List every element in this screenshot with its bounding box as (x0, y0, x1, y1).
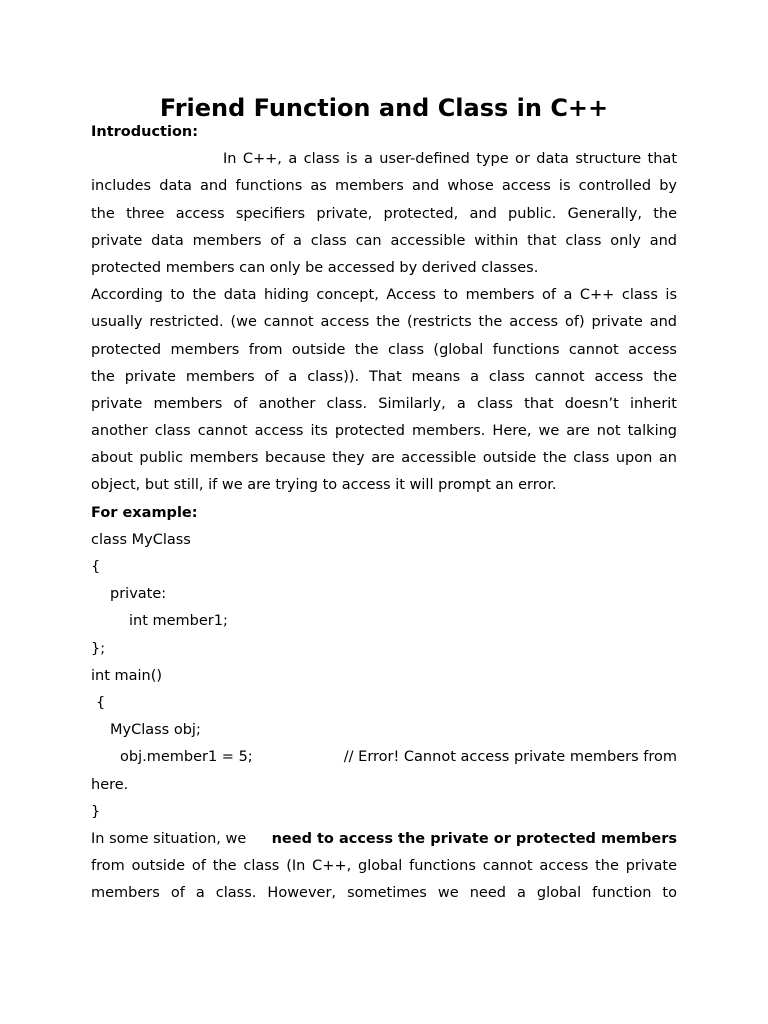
intro-line-3: the three access specifiers private, protected, and public. Generally, the (91, 205, 677, 222)
code-line-open-brace: { (91, 559, 101, 575)
intro-line-2: includes data and functions as members and whose access is controlled by (91, 178, 677, 195)
intro-line-5: protected members can only be accessed by derived classes. (91, 259, 539, 276)
code-line-main: int main() (91, 667, 163, 684)
intro-heading: Introduction: (91, 124, 199, 140)
code-line-class: class MyClass (91, 531, 191, 548)
para2-line-6: another class cannot access its protected members. Here, we are not talking (91, 423, 677, 440)
example-heading: For example: (91, 504, 198, 521)
code-line-close-main: } (91, 803, 101, 820)
para2-line-8: object, but still, if we are trying to access it will prompt an error. (91, 477, 557, 494)
para2-line-7: about public members because they are accessible outside the class upon an (91, 450, 677, 467)
intro-line-1: In C++, a class is a user-defined type or data structure that (223, 151, 677, 168)
document-page (91, 88, 677, 907)
para3-bold: need to access the private or protected members (271, 830, 677, 847)
code-line-here: here. (91, 776, 129, 793)
code-line-private: private: (110, 586, 167, 603)
code-line-main-open: { (96, 694, 106, 711)
para3-start: In some situation, we (91, 830, 251, 847)
code-line-assign (91, 744, 677, 771)
paragraph-data-hiding (91, 282, 677, 500)
intro-paragraph (91, 146, 677, 282)
code-assign-statement: obj.member1 = 5; (120, 749, 253, 766)
page-title: Friend Function and Class in C++ (159, 94, 609, 122)
code-assign-comment: // Error! Cannot access private members from (343, 749, 677, 766)
code-line-obj: MyClass obj; (110, 722, 201, 739)
para2-line-5: private members of another class. Similarly, a class that doesn’t inherit (91, 395, 677, 412)
para2-line-3: protected members from outside the class (global functions cannot access (91, 341, 677, 358)
code-line-member: int member1; (129, 613, 228, 630)
para3-line-2: from outside of the class (In C++, global functions cannot access the private (91, 858, 677, 875)
para3-line-3: members of a class. However, sometimes we need a global function to (91, 885, 677, 902)
para3-line-1 (91, 826, 677, 853)
para2-line-4: the private members of a class)). That means a class cannot access the (91, 368, 677, 385)
code-line-close-class: }; (91, 640, 106, 657)
para2-line-1: According to the data hiding concept, Access to members of a C++ class is (91, 287, 677, 304)
para2-line-2: usually restricted. (we cannot access the (restricts the access of) private and (91, 314, 677, 331)
code-example (91, 527, 677, 826)
intro-line-4: private data members of a class can accessible within that class only and (91, 232, 677, 249)
paragraph-situation (91, 826, 677, 908)
